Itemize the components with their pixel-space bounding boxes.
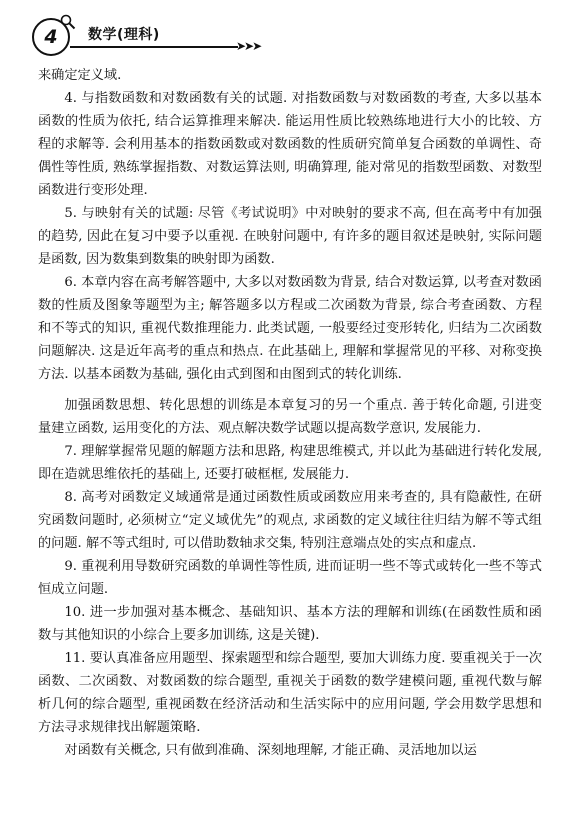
subject-title: 数学(理科) <box>88 27 160 43</box>
paragraph: 7. 理解掌握常见题的解题方法和思路, 构建思维模式, 并以此为基础进行转化发展, 即在造就思维依托的基础上, 还要打破框框, 发展能力. <box>38 444 542 482</box>
page-body <box>38 64 542 762</box>
page-header <box>30 12 550 60</box>
paragraph: 11. 要认真准备应用题型、探索题型和综合题型, 要加大训练力度. 要重视关于一次函数、二次函数、对数函数的综合题型, 重视关于函数的数学建模问题, 重视代数与解析几何的综合题型, 重视函数在经济活动和生活实际中的应用问题, 学会用数学思想和方法寻求规律找出解题策略. <box>38 651 542 735</box>
paragraph: 5. 与映射有关的试题: 尽管《考试说明》中对映射的要求不高, 但在高考中有加强的趋势, 因此在复习中要予以重视. 在映射问题中, 有许多的题目叙述是映射, 实际问题是函数, 因为数集到数集的映射即为函数. <box>38 206 542 267</box>
paragraph: 加强函数思想、转化思想的训练是本章复习的另一个重点. 善于转化命题, 引进变量建立函数, 运用变化的方法、观点解决数学试题以提高数学意识, 发展能力. <box>38 398 542 436</box>
paragraph: 10. 进一步加强对基本概念、基础知识、基本方法的理解和训练(在函数性质和函数与其他知识的小综合上要多加训练, 这是关键). <box>38 605 542 643</box>
paragraph: 来确定定义域. <box>38 68 122 83</box>
header-rule <box>70 46 238 48</box>
paragraph: 6. 本章内容在高考解答题中, 大多以对数函数为背景, 结合对数运算, 以考查对数函数的性质及图象等题型为主; 解答题多以方程或二次函数为背景, 综合考查函数、方程和不等式的知识, 重视代数推理能力. 此类试题, 一般要经过变形转化, 归结为二次函数问题解决. 这是近年高考的重点和热点. 在此基础上, 理解和掌握常见的平移、对称变换方法. 以基本函数为基础, 强化由式到图和由图到式的转化训练. <box>38 275 542 382</box>
page-number: 4 <box>44 26 58 48</box>
magnifier-icon <box>60 14 76 30</box>
paragraph: 对函数有关概念, 只有做到准确、深刻地理解, 才能正确、灵活地加以运 <box>64 743 477 758</box>
paragraph: 4. 与指数函数和对数函数有关的试题. 对指数函数与对数函数的考查, 大多以基本函数的性质为依托, 结合运算推理来解决. 能运用性质比较熟练地进行大小的比较、方程的求解等. 会利用基本的指数函数或对数函数的性质研究简单复合函数的单调性、奇偶性等性质, 熟练掌握指数、对数运算法则, 明确算理, 能对常见的指数型函数、对数型函数进行变形处理. <box>38 91 542 198</box>
paragraph: 9. 重视利用导数研究函数的单调性等性质, 进而证明一些不等式或转化一些不等式恒成立问题. <box>38 559 542 597</box>
arrow-icon: ➤➤➤ <box>236 39 261 53</box>
paragraph: 8. 高考对函数定义域通常是通过函数性质或函数应用来考查的, 具有隐蔽性, 在研究函数问题时, 必须树立“定义域优先”的观点, 求函数的定义域往往归结为解不等式组的问题. 解不等式组时, 可以借助数轴求交集, 特别注意端点处的实点和虚点. <box>38 490 542 551</box>
